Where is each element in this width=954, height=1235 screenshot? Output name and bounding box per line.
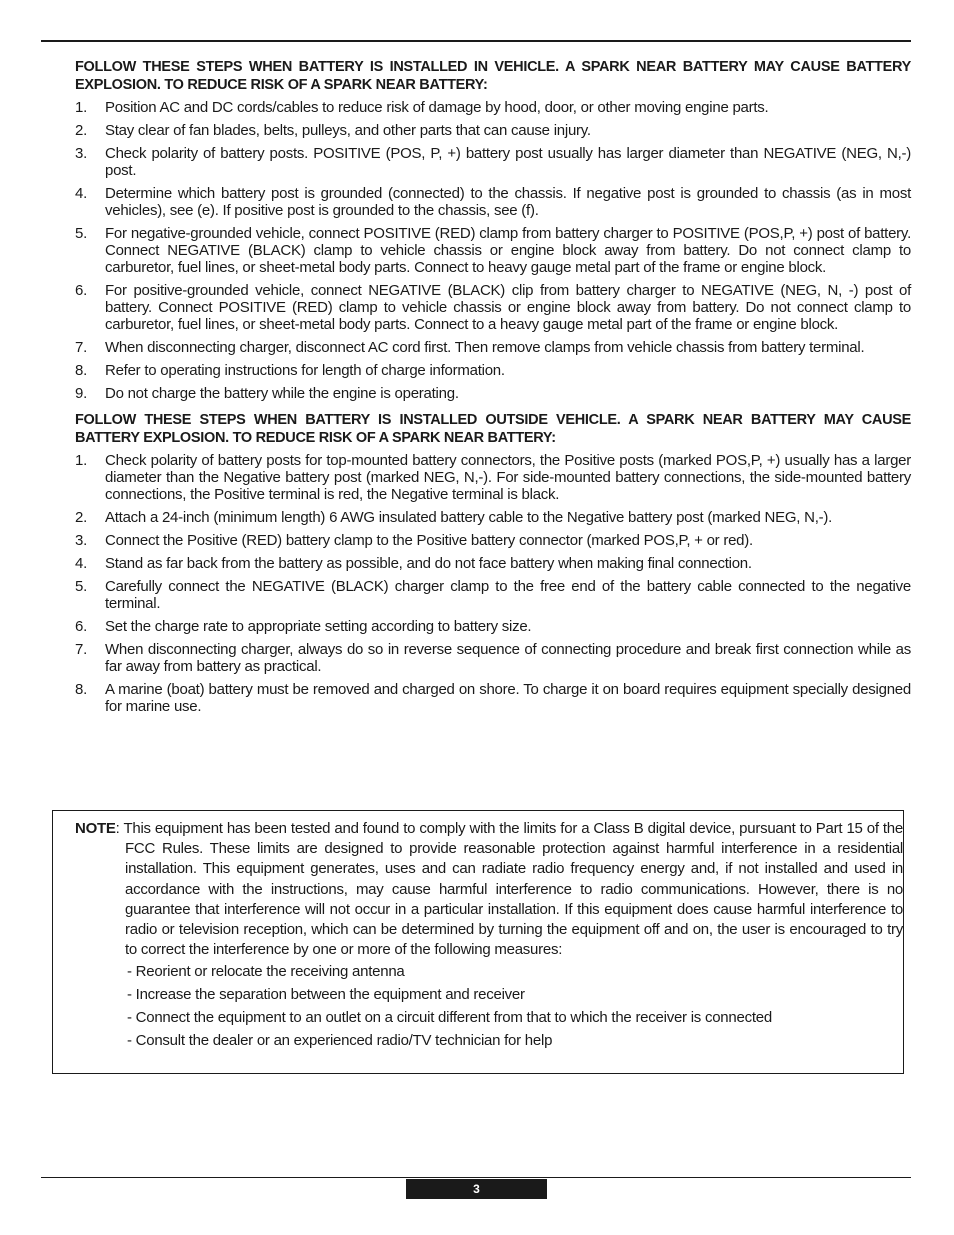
bottom-rule — [41, 1177, 911, 1178]
list-item — [75, 618, 911, 635]
list-item — [75, 452, 911, 503]
step-number: 5. — [75, 578, 88, 595]
top-rule — [41, 40, 911, 42]
note-label: NOTE — [75, 820, 116, 837]
list-item — [75, 385, 911, 402]
step-text: Refer to operating instructions for length of charge information. — [105, 362, 505, 379]
list-item — [75, 555, 911, 572]
step-number: 4. — [75, 185, 88, 202]
step-text: Determine which battery post is grounded (connected) to the chassis. If negative post is grounded to chassis (as in most vehicles), see (e). If positive post is grounded to the chassis, see (f). — [105, 185, 911, 219]
step-number: 6. — [75, 282, 88, 299]
step-text: When disconnecting charger, disconnect AC cord first. Then remove clamps from vehicle chassis from battery terminal. — [105, 339, 865, 356]
step-number: 4. — [75, 555, 88, 572]
page-number: 3 — [406, 1179, 547, 1199]
outside-vehicle-steps — [75, 452, 911, 715]
fcc-note — [75, 819, 903, 1052]
step-text: Stay clear of fan blades, belts, pulleys, and other parts that can cause injury. — [105, 122, 591, 139]
list-item — [75, 578, 911, 612]
step-text: A marine (boat) battery must be removed and charged on shore. To charge it on board requires equipment specially designed for marine use. — [105, 681, 911, 715]
list-item — [75, 509, 911, 526]
document-body — [75, 58, 911, 721]
step-text: Attach a 24-inch (minimum length) 6 AWG insulated battery cable to the Negative battery post (marked NEG, N,-). — [105, 509, 833, 526]
list-item — [75, 532, 911, 549]
step-number: 9. — [75, 385, 88, 402]
list-item — [75, 362, 911, 379]
step-text: Connect the Positive (RED) battery clamp to the Positive battery connector (marked POS,P, + or red). — [105, 532, 753, 549]
step-number: 1. — [75, 99, 88, 116]
step-text: For negative-grounded vehicle, connect POSITIVE (RED) clamp from battery charger to POSITIVE (POS,P, +) post of battery. Connect NEGATIVE (BLACK) clamp to vehicle chassis or engine block away from battery. Do not connect clamp to carburetor, fuel lines, or sheet-metal body parts. Connect to heavy gauge metal part of the frame or engine block. — [105, 225, 911, 276]
list-item: - Connect the equipment to an outlet on a circuit different from that to which the receiver is connected — [127, 1009, 772, 1027]
step-number: 7. — [75, 641, 88, 658]
list-item: - Consult the dealer or an experienced radio/TV technician for help — [127, 1032, 553, 1050]
fcc-note-box — [52, 810, 904, 1074]
section-in-vehicle-heading: FOLLOW THESE STEPS WHEN BATTERY IS INSTALLED IN VEHICLE. A SPARK NEAR BATTERY MAY CAUSE BATTERY EXPLOSION. TO REDUCE RISK OF A SPARK NEAR BATTERY: — [75, 59, 911, 93]
list-item — [75, 145, 911, 179]
step-text: Set the charge rate to appropriate setting according to battery size. — [105, 618, 532, 635]
list-item — [75, 681, 911, 715]
step-text: For positive-grounded vehicle, connect NEGATIVE (BLACK) clip from battery charger to NEGATIVE (NEG, N, -) post of battery. Connect POSITIVE (RED) clamp to vehicle chassis or engine block away from battery. Do not connect clamp to carburetor, fuel lines, or sheet-metal body parts. Connect to a heavy gauge metal part of the frame or engine block. — [105, 282, 911, 333]
step-text: Stand as far back from the battery as possible, and do not face battery when making final connection. — [105, 555, 752, 572]
measures-list — [75, 960, 903, 1052]
list-item — [75, 641, 911, 675]
step-number: 8. — [75, 681, 88, 698]
step-text: Check polarity of battery posts for top-mounted battery connectors, the Positive posts (marked POS,P, +) usually has a larger diameter than the Negative battery post (marked NEG, N,-). For side-mounted battery connections, the side-mounted battery connections, the Positive terminal is red, the Negative terminal is black. — [105, 452, 911, 503]
step-text: Position AC and DC cords/cables to reduce risk of damage by hood, door, or other moving engine parts. — [105, 99, 769, 116]
step-number: 7. — [75, 339, 88, 356]
list-item — [75, 99, 911, 116]
step-text: Carefully connect the NEGATIVE (BLACK) charger clamp to the free end of the battery cable connected to the negative terminal. — [105, 578, 911, 612]
step-number: 2. — [75, 509, 88, 526]
list-item — [75, 282, 911, 333]
list-item — [75, 185, 911, 219]
list-item: - Increase the separation between the equipment and receiver — [127, 986, 525, 1004]
step-number: 8. — [75, 362, 88, 379]
step-text: Check polarity of battery posts. POSITIVE (POS, P, +) battery post usually has larger diameter than NEGATIVE (NEG, N,-) post. — [105, 145, 911, 179]
section-outside-vehicle-heading: FOLLOW THESE STEPS WHEN BATTERY IS INSTALLED OUTSIDE VEHICLE. A SPARK NEAR BATTERY MAY CAUSE BATTERY EXPLOSION. TO REDUCE RISK OF A SPARK NEAR BATTERY: — [75, 412, 911, 446]
list-item — [75, 339, 911, 356]
list-item — [75, 122, 911, 139]
step-number: 3. — [75, 532, 88, 549]
step-number: 5. — [75, 225, 88, 242]
step-number: 3. — [75, 145, 88, 162]
list-item: - Reorient or relocate the receiving antenna — [127, 963, 405, 981]
in-vehicle-steps — [75, 99, 911, 402]
note-body: : This equipment has been tested and found to comply with the limits for a Class B digital device, pursuant to Part 15 of the FCC Rules. These limits are designed to provide reasonable protection against harmful interference in a residential installation. This equipment generates, uses and can radiate radio frequency energy and, if not installed and used in accordance with the instructions, may cause harmful interference to radio communications. However, there is no guarantee that interference will not occur in a particular installation. If this equipment does cause harmful interference to radio or television reception, which can be determined by turning the equipment off and on, the user is encouraged to try to correct the interference by one or more of the following measures: — [115, 820, 903, 959]
note-paragraph — [75, 819, 903, 960]
list-item — [75, 225, 911, 276]
step-number: 1. — [75, 452, 88, 469]
step-number: 2. — [75, 122, 88, 139]
step-number: 6. — [75, 618, 88, 635]
step-text: When disconnecting charger, always do so in reverse sequence of connecting procedure and break first connection while as far away from battery as practical. — [105, 641, 911, 675]
step-text: Do not charge the battery while the engine is operating. — [105, 385, 459, 402]
